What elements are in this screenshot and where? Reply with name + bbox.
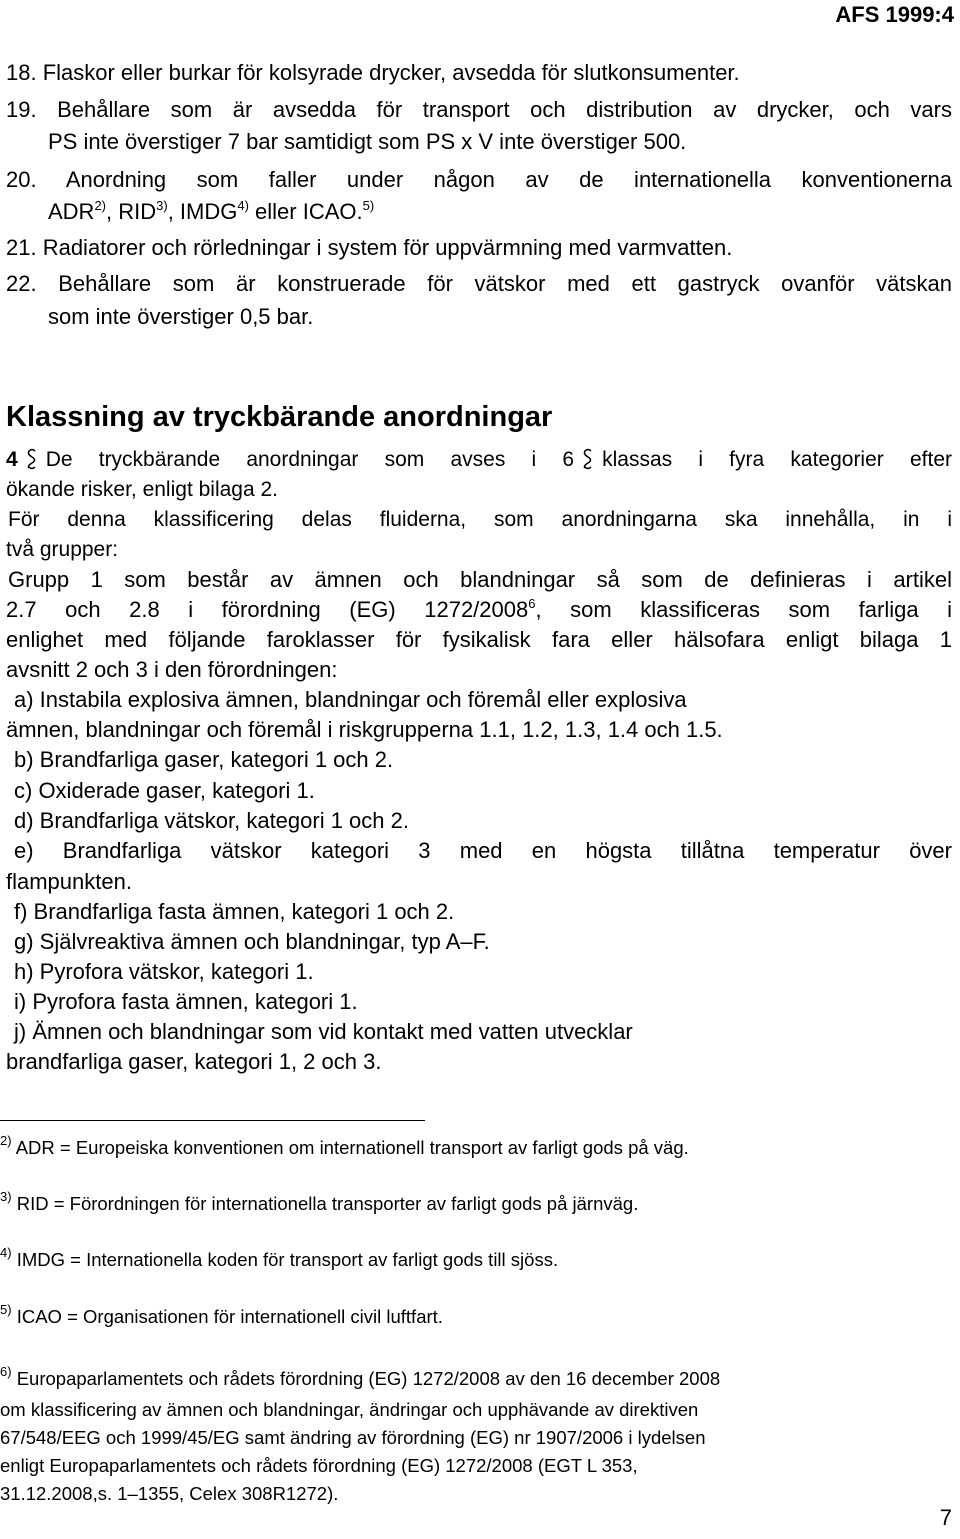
paragraph-line: För denna klassificering delas fluiderna, som anordningarna ska innehålla, in i bbox=[8, 508, 952, 531]
class-a-cont: ämnen, blandningar och föremål i riskgrupperna 1.1, 1.2, 1.3, 1.4 och 1.5. bbox=[6, 717, 723, 742]
footnote-6: $^{6)}$ Europaparlamentets och rådets förordning (EG) 1272/2008 av den 16 december 2008 bbox=[0, 1364, 721, 1389]
paragraph-line: 2.7 och 2.8 i förordning (EG) 1272/2008$^6$, som klassificeras som farliga i bbox=[6, 596, 952, 622]
paragraph-line: Grupp 1 som består av ämnen och blandningar så som de definieras i artikel bbox=[8, 567, 952, 592]
footnote: $^{4)}$ IMDG = Internationella koden för transport av farligt gods till sjöss. bbox=[0, 1245, 559, 1270]
footnote: $^{5)}$ ICAO = Organisationen för internationell civil luftfart. bbox=[0, 1302, 443, 1327]
paragraph-4-cont: ökande risker, enligt bilaga 2. bbox=[6, 478, 279, 501]
class-f: f) Brandfarliga fasta ämnen, kategori 1 och 2. bbox=[14, 899, 455, 924]
paragraph-4: 4 De tryckbärande anordningar som avses i 6 klassas i fyra kategorier efter bbox=[6, 448, 952, 471]
section-sign-icon bbox=[26, 448, 38, 470]
list-item-20-cont: ADR$^{2)}$, RID$^{3)}$, IMDG$^{4)}$ eller ICAO.$^{5)}$ bbox=[48, 198, 375, 224]
class-d: d) Brandfarliga vätskor, kategori 1 och 2. bbox=[14, 808, 409, 833]
footnote-6-line: 67/548/EEG och 1999/45/EG samt ändring av förordning (EG) nr 1907/2006 i lydelsen bbox=[0, 1427, 706, 1448]
list-item-19-cont: PS inte överstiger 7 bar samtidigt som PS x V inte överstiger 500. bbox=[48, 129, 687, 154]
ref-2: 2) bbox=[94, 198, 107, 213]
ref-5: 5) bbox=[362, 198, 375, 213]
footnote-6-line: 31.12.2008,s. 1–1355, Celex 308R1272). bbox=[0, 1483, 339, 1504]
list-item-18: 18. Flaskor eller burkar för kolsyrade drycker, avsedda för slutkonsumenter. bbox=[6, 60, 740, 85]
footnote-6-line: om klassificering av ämnen och blandningar, ändringar och upphävande av direktiven bbox=[0, 1399, 699, 1420]
ref-3: 3) bbox=[156, 198, 168, 213]
class-e-cont: flampunkten. bbox=[6, 869, 132, 894]
class-j-cont: brandfarliga gaser, kategori 1, 2 och 3. bbox=[6, 1049, 382, 1074]
list-item-19: 19. Behållare som är avsedda för transport och distribution av drycker, och vars bbox=[6, 97, 952, 122]
list-item-22: 22. Behållare som är konstruerade för vätskor med ett gastryck ovanför vätskan bbox=[6, 271, 952, 296]
section-title: Klassning av tryckbärande anordningar bbox=[6, 401, 553, 433]
class-j: j) Ämnen och blandningar som vid kontakt med vatten utvecklar bbox=[14, 1019, 633, 1044]
paragraph-line: enlighet med följande faroklasser för fysikalisk fara eller hälsofara enligt bilaga 1 bbox=[6, 627, 952, 652]
ref-4: 4) bbox=[237, 198, 249, 213]
class-g: g) Självreaktiva ämnen och blandningar, typ A–F. bbox=[14, 929, 490, 954]
footnote-divider bbox=[0, 1120, 425, 1121]
class-h: h) Pyrofora vätskor, kategori 1. bbox=[14, 959, 314, 984]
page-number: 7 bbox=[939, 1505, 952, 1530]
paragraph-line: avsnitt 2 och 3 i den förordningen: bbox=[6, 657, 338, 682]
class-c: c) Oxiderade gaser, kategori 1. bbox=[14, 778, 315, 803]
class-b: b) Brandfarliga gaser, kategori 1 och 2. bbox=[14, 747, 394, 772]
class-i: i) Pyrofora fasta ämnen, kategori 1. bbox=[14, 989, 358, 1014]
section-sign-icon bbox=[582, 448, 594, 470]
footnote-6-line: enligt Europaparlamentets och rådets förordning (EG) 1272/2008 (EGT L 353, bbox=[0, 1455, 638, 1476]
paragraph-line: två grupper: bbox=[6, 538, 119, 561]
document-id: AFS 1999:4 bbox=[835, 2, 954, 27]
ref-6: 6 bbox=[528, 596, 536, 611]
class-a: a) Instabila explosiva ämnen, blandningar och föremål eller explosiva bbox=[14, 687, 687, 712]
list-item-20: 20. Anordning som faller under någon av de internationella konventionerna bbox=[6, 167, 952, 192]
footnote: $^{3)}$ RID = Förordningen för internationella transporter av farligt gods på järnväg. bbox=[0, 1189, 639, 1214]
list-item-22-cont: som inte överstiger 0,5 bar. bbox=[48, 304, 314, 329]
list-item-21: 21. Radiatorer och rörledningar i system för uppvärmning med varmvatten. bbox=[6, 235, 733, 260]
class-e: e) Brandfarliga vätskor kategori 3 med en högsta tillåtna temperatur över bbox=[14, 838, 952, 863]
footnote: $^{2)}$ ADR = Europeiska konventionen om internationell transport av farligt gods på väg. bbox=[0, 1133, 689, 1158]
